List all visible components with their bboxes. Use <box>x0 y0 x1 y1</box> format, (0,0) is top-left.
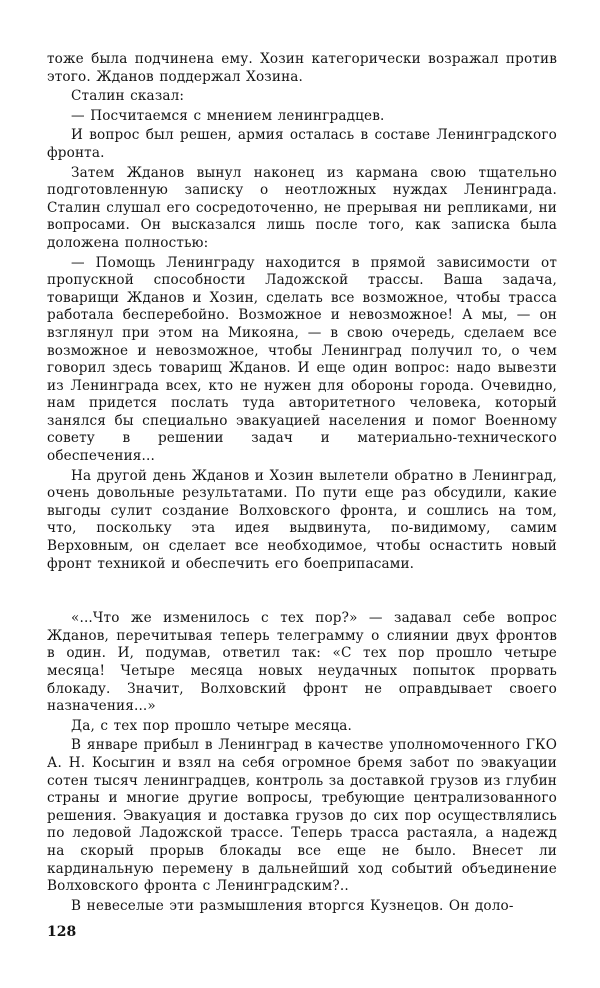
paragraph: На другой день Жданов и Хозин вылетели обратно в Ленинград, очень довольные результатами. По пути еще раз обсудили, какие выгоды сулит создание Волховского фронта, и сошлись на том, что, поскольку эта идея выдвинута, по-видимому, самим Верховным, он сделает все необходимое, чтобы оснастить новый фронт техникой и обеспечить его боеприпасами. <box>47 467 557 572</box>
section-break <box>47 575 557 610</box>
paragraph: — Посчитаемся с мнением ленинградцев. <box>71 107 385 124</box>
paragraph: И вопрос был решен, армия осталась в составе Ленинградского фронта. <box>47 127 557 161</box>
paragraph: Да, с тех пор прошло четыре месяца. <box>71 717 352 734</box>
paragraph: Сталин сказал: <box>71 88 185 105</box>
paragraph: тоже была подчинена ему. Хозин категорически возражал против этого. Жданов поддержал Хозина. <box>47 51 557 85</box>
paragraph: «...Что же изменилось с тех пор?» — задавал себе вопрос Жданов, перечитывая теперь телеграмму о слиянии двух фронтов в один. И, подумав, ответил так: «С тех пор прошло четыре месяца! Четыре месяца новых неудачных попыток прорвать блокаду. Значит, Волховский фронт не оправдывает своего назначения...» <box>47 610 557 715</box>
page-body <box>47 51 557 917</box>
page-number: 128 <box>47 924 77 940</box>
paragraph: В невеселые эти размышления вторгся Кузнецов. Он доло- <box>71 897 514 914</box>
paragraph: — Помощь Ленинграду находится в прямой зависимости от пропускной способности Ладожской трассы. Ваша задача, товарищи Жданов и Хозин, сделать все возможное, чтобы трасса работала бесперебойно. Возможное и невозможное! А мы, — он взглянул при этом на Микояна, — в свою очередь, сделаем все возможное и невозможное, чтобы Ленинград получил то, о чем говорил здесь товарищ Жданов. И еще один вопрос: надо вывезти из Ленинграда всех, кто не нужен для обороны города. Очевидно, нам придется послать туда авторитетного человека, который занялся бы специально эвакуацией населения и помог Военному совету в решении задач и материально-технического обеспечения... <box>47 254 557 465</box>
paragraph: В январе прибыл в Ленинград в качестве уполномоченного ГКО А. Н. Косыгин и взял на себя огромное бремя забот по эвакуации сотен тысяч ленинградцев, контроль за доставкой грузов из глубин страны и многие другие вопросы, требующие централизованного решения. Эвакуация и доставка грузов до сих пор осуществлялись по ледовой Ладожской трассе. Теперь трасса растаяла, а надежд на скорый прорыв блокады все еще не было. Внесет ли кардинальную перемену в дальнейший ход событий объединение Волховского фронта с Ленинградским?.. <box>47 737 557 895</box>
paragraph: Затем Жданов вынул наконец из кармана свою тщательно подготовленную записку о неотложных нуждах Ленинграда. Сталин слушал его сосредоточенно, не прерывая ни репликами, ни вопросами. Он высказался лишь после того, как записка была доложена полностью: <box>47 164 557 251</box>
